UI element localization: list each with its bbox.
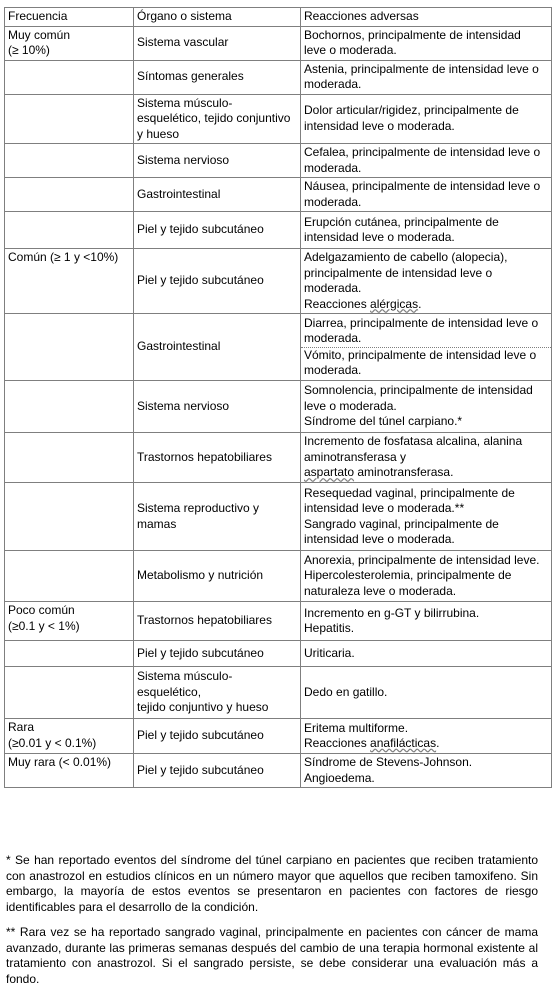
text-line: Hepatitis. — [304, 621, 355, 635]
table-header-row — [5, 8, 552, 27]
text-line: Diarrea, principalmente de intensidad leve o — [304, 315, 539, 330]
table-row — [5, 433, 552, 483]
table-row — [5, 551, 552, 602]
text-line: leve o moderada. — [304, 43, 397, 57]
text-line: Trastornos hepatobiliares — [137, 613, 272, 628]
text-line: Reacciones alérgicas. — [304, 296, 422, 311]
reactions-cell — [301, 144, 552, 178]
text-line: Sistema músculo- — [137, 95, 233, 110]
footnote-vaginal-bleeding: ** Rara vez se ha reportado sangrado vaginal, principalmente en pacientes con cáncer de mama avanzado, durante las primeras semanas después del cambio de una terapia hormonal existente al tratamiento con anastrozol. Si el sangrado persiste, se debe considerar una evaluación más a fondo. — [6, 925, 538, 986]
text-line: Dedo en gatillo. — [304, 684, 388, 699]
text-line: Cefalea, principalmente de intensidad leve o — [304, 145, 541, 159]
header-reacciones: Reacciones adversas — [301, 8, 552, 27]
text-line: Anorexia, principalmente de intensidad leve. — [304, 552, 540, 567]
text-line: Náusea, principalmente de intensidad leve o — [304, 179, 541, 193]
spellcheck-underline: anafilácticas — [370, 736, 437, 750]
text-line: Rara — [8, 720, 35, 734]
organ-cell — [134, 178, 301, 212]
text-line: (≥0.01 y < 0.1%) — [8, 735, 97, 750]
reaction-block — [304, 28, 548, 59]
frequency-cell — [5, 719, 134, 754]
table-row — [5, 94, 552, 144]
table-row — [5, 667, 552, 719]
organ-cell — [134, 602, 301, 641]
table-row — [5, 381, 552, 433]
text-line: aspartato aminotransferasa. — [304, 465, 454, 480]
reactions-cell — [301, 602, 552, 641]
text-line: intensidad leve o moderada.** — [304, 501, 465, 515]
reaction-block — [304, 721, 548, 752]
reactions-cell — [301, 381, 552, 433]
reactions-cell — [301, 26, 552, 60]
text-line: Eritema multiforme. — [304, 720, 409, 735]
table-row — [5, 212, 552, 249]
text-line: principalmente de intensidad leve o — [304, 265, 493, 280]
table-row — [5, 602, 552, 641]
text-line: (≥0.1 y < 1%) — [8, 618, 80, 633]
reaction-block — [304, 145, 548, 176]
table-body — [5, 26, 552, 788]
reactions-cell — [301, 641, 552, 667]
spellcheck-underline: aspartato — [304, 465, 355, 480]
reaction-block — [304, 553, 548, 600]
text-line: Incremento de fosfatasa alcalina, alanina — [304, 434, 523, 449]
organ-cell — [134, 719, 301, 754]
text-line: moderada. — [304, 194, 362, 209]
text-line: Muy rara (< 0.01%) — [8, 755, 112, 769]
text-line: Dolor articular/rigidez, principalmente de — [304, 103, 519, 118]
text-line: Adelgazamiento de cabello (alopecia), — [304, 250, 508, 264]
text-line: Síntomas generales — [137, 69, 244, 84]
text-line: intensidad leve o moderada. — [304, 118, 455, 133]
text-line: Sangrado vaginal, principalmente de — [304, 516, 499, 531]
reaction-block — [304, 685, 548, 701]
frequency-cell — [5, 602, 134, 641]
text-line: moderada. — [304, 363, 362, 377]
text-line: mamas — [137, 516, 177, 531]
text-line: Astenia, principalmente de intensidad leve o — [304, 61, 539, 76]
header-organo: Órgano o sistema — [134, 8, 301, 27]
frequency-cell — [5, 94, 134, 144]
text-line: Vómito, principalmente de intensidad leve o — [304, 347, 537, 362]
footnote-carpal-tunnel: * Se han reportado eventos del síndrome del túnel carpiano en pacientes que reciben tratamiento con anastrozol en estudios clínicos en un número mayor que aquellos que reciben tamoxifeno. Sin embargo, la mayoría de estos eventos se presentaron en pacientes con factores de riesgo identificables para el desarrollo de la condición. — [6, 853, 538, 914]
text-line: moderada. — [304, 331, 362, 345]
reactions-cell — [301, 667, 552, 719]
organ-cell — [134, 754, 301, 788]
text-line: moderada. — [304, 281, 362, 295]
reaction-block — [304, 383, 548, 430]
text-line: intensidad leve o moderada. — [304, 230, 455, 244]
reactions-cell — [301, 249, 552, 314]
text-line: esquelético, — [137, 684, 202, 699]
text-line: Poco común — [8, 603, 75, 617]
text-line: Muy común — [8, 27, 71, 42]
reaction-block — [301, 347, 551, 379]
text-line: Síndrome del túnel carpiano.* — [304, 414, 463, 429]
frequency-cell — [5, 144, 134, 178]
header-frecuencia: Frecuencia — [5, 8, 134, 27]
frequency-cell — [5, 212, 134, 249]
table-row — [5, 754, 552, 788]
reactions-cell — [301, 754, 552, 788]
frequency-cell — [5, 60, 134, 94]
reactions-cell — [301, 94, 552, 144]
frequency-cell — [5, 754, 134, 788]
reaction-block — [304, 179, 548, 210]
frequency-cell — [5, 249, 134, 314]
table-row — [5, 483, 552, 551]
reaction-block — [304, 606, 548, 637]
organ-cell — [134, 483, 301, 551]
reactions-cell — [301, 212, 552, 249]
text-line: Trastornos hepatobiliares — [137, 449, 272, 464]
text-line: Síndrome de Stevens-Johnson. — [304, 755, 473, 769]
reaction-block — [304, 486, 548, 548]
frequency-cell — [5, 641, 134, 667]
frequency-cell — [5, 381, 134, 433]
text-line: Gastrointestinal — [137, 339, 221, 354]
organ-cell — [134, 60, 301, 94]
organ-cell — [134, 26, 301, 60]
organ-cell — [134, 667, 301, 719]
reactions-cell — [301, 60, 552, 94]
organ-cell — [134, 551, 301, 602]
organ-cell — [134, 144, 301, 178]
frequency-cell — [5, 26, 134, 60]
table-row — [5, 314, 552, 381]
text-line: Común (≥ 1 y <10%) — [8, 250, 119, 264]
table-row — [5, 719, 552, 754]
frequency-cell — [5, 551, 134, 602]
text-line: tejido conjuntivo y hueso — [137, 700, 269, 715]
text-line: moderada. — [304, 77, 362, 91]
text-line: Bochornos, principalmente de intensidad — [304, 27, 521, 42]
text-line: Sistema músculo- — [137, 669, 233, 684]
reaction-block — [304, 62, 548, 93]
text-line: Piel y tejido subcutáneo — [137, 222, 264, 237]
text-line: y hueso — [137, 126, 180, 141]
reaction-block — [304, 646, 548, 662]
reaction-block — [304, 434, 548, 481]
text-line: intensidad leve o moderada. — [304, 532, 455, 546]
organ-cell — [134, 94, 301, 144]
text-line: Piel y tejido subcutáneo — [137, 273, 264, 288]
organ-cell — [134, 212, 301, 249]
text-line: Gastrointestinal — [137, 186, 221, 201]
text-line: Piel y tejido subcutáneo — [137, 728, 264, 743]
text-line: Erupción cutánea, principalmente de — [304, 214, 499, 229]
table-row — [5, 178, 552, 212]
frequency-cell — [5, 433, 134, 483]
organ-cell — [134, 641, 301, 667]
text-line: moderada. — [304, 160, 362, 175]
organ-cell — [134, 314, 301, 381]
text-line: Sistema reproductivo y — [137, 501, 260, 515]
text-line: Hipercolesterolemia, principalmente de — [304, 568, 512, 583]
text-line: Uriticaria. — [304, 645, 355, 660]
text-line: Resequedad vaginal, principalmente de — [304, 485, 515, 500]
table-row — [5, 249, 552, 314]
adverse-reactions-table — [4, 7, 552, 788]
reactions-cell — [301, 433, 552, 483]
reaction-block — [304, 755, 548, 786]
organ-cell — [134, 433, 301, 483]
table-row — [5, 60, 552, 94]
organ-cell — [134, 381, 301, 433]
frequency-cell — [5, 178, 134, 212]
text-line: Angioedema. — [304, 770, 375, 785]
reaction-block — [304, 316, 548, 347]
reaction-block — [304, 215, 548, 246]
frequency-cell — [5, 314, 134, 381]
text-line: Somnolencia, principalmente de intensidad — [304, 383, 533, 398]
reactions-cell — [301, 483, 552, 551]
text-line: Sistema nervioso — [137, 152, 230, 167]
reaction-block — [304, 250, 548, 312]
organ-cell — [134, 249, 301, 314]
text-line: Incremento en g-GT y bilirrubina. — [304, 605, 480, 620]
reactions-cell — [301, 719, 552, 754]
text-line: Piel y tejido subcutáneo — [137, 762, 264, 777]
text-line: leve o moderada. — [304, 398, 397, 413]
text-line: esquelético, tejido conjuntivo — [137, 111, 291, 125]
frequency-cell — [5, 483, 134, 551]
reactions-cell — [301, 314, 552, 381]
table-row — [5, 26, 552, 60]
table-row — [5, 144, 552, 178]
table-row — [5, 641, 552, 667]
text-line: (≥ 10%) — [8, 43, 50, 57]
text-line: Metabolismo y nutrición — [137, 568, 264, 583]
reactions-cell — [301, 178, 552, 212]
spellcheck-underline: alérgicas — [370, 296, 419, 311]
reactions-cell — [301, 551, 552, 602]
text-line: Sistema nervioso — [137, 398, 230, 413]
text-line: Reacciones anafilácticas. — [304, 736, 440, 750]
text-line: Sistema vascular — [137, 35, 229, 50]
text-line: Piel y tejido subcutáneo — [137, 645, 264, 660]
text-line: naturaleza leve o moderada. — [304, 583, 457, 598]
text-line: aminotransferasa y — [304, 449, 407, 464]
reaction-block — [304, 103, 548, 134]
frequency-cell — [5, 667, 134, 719]
